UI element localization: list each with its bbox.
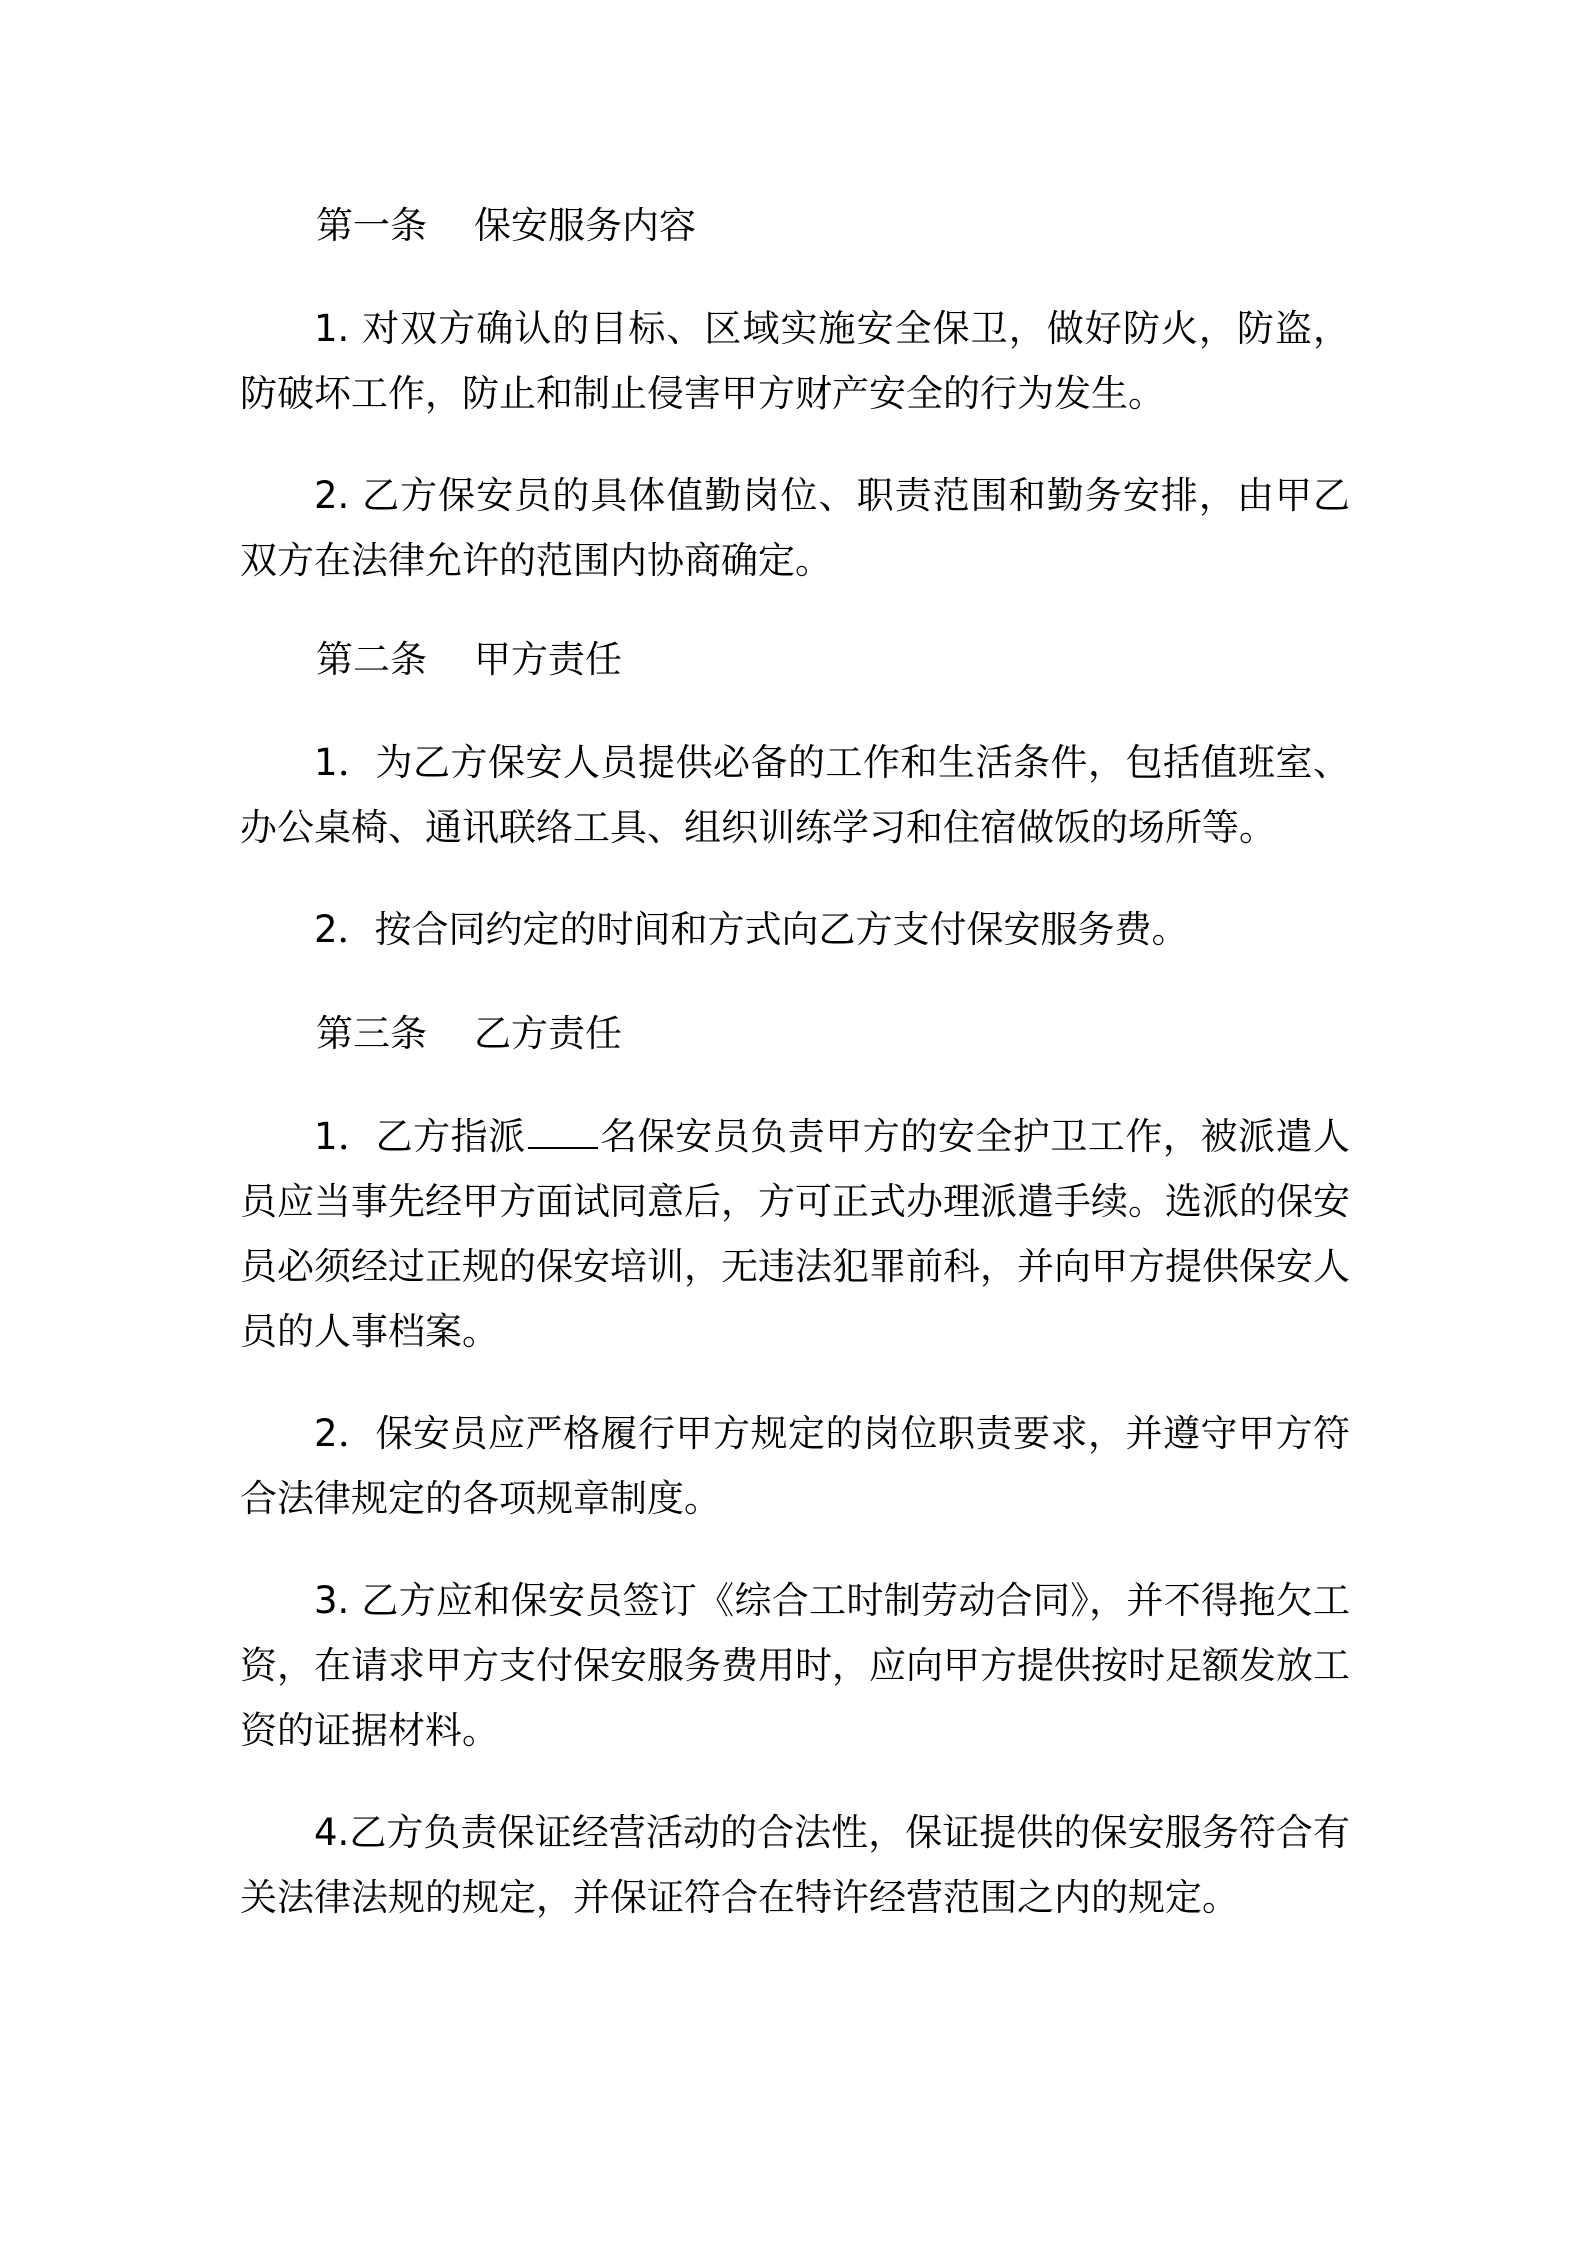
article-3-item-2: 2．保安员应严格履行甲方规定的岗位职责要求，并遵守甲方符合法律规定的各项规章制度。 (240, 1412, 1350, 1520)
article-3-item-3: 3. 乙方应和保安员签订《综合工时制劳动合同》，并不得拖欠工资，在请求甲方支付保安服务费用时，应向甲方提供按时足额发放工资的证据材料。 (240, 1579, 1350, 1752)
article-3-item-1-start: 1．乙方指派 (314, 1115, 526, 1158)
fill-in-blank (528, 1117, 598, 1149)
article-3-item-4: 4.乙方负责保证经营活动的合法性，保证提供的保安服务符合有关法律法规的规定，并保证符合在特许经营范围之内的规定。 (240, 1811, 1350, 1919)
article-3-item-1 (240, 1104, 1350, 1364)
article-1-heading: 第一条 保安服务内容 (316, 204, 697, 247)
article-2-heading: 第二条 甲方责任 (316, 638, 623, 681)
article-2-item-2: 2．按合同约定的时间和方式向乙方支付保安服务费。 (314, 908, 1189, 951)
article-1-item-2: 2. 乙方保安员的具体值勤岗位、职责范围和勤务安排，由甲乙双方在法律允许的范围内协商确定。 (240, 474, 1350, 582)
article-1-item-1: 1. 对双方确认的目标、区域实施安全保卫，做好防火，防盗，防破坏工作，防止和制止侵害甲方财产安全的行为发生。 (240, 307, 1350, 415)
article-3-heading: 第三条 乙方责任 (316, 1012, 623, 1055)
article-2-item-1: 1．为乙方保安人员提供必备的工作和生活条件，包括值班室、办公桌椅、通讯联络工具、组织训练学习和住宿做饭的场所等。 (240, 741, 1350, 849)
article-3-item-1-rest: 名保安员负责甲方的安全护卫工作，被派遣人员应当事先经甲方面试同意后，方可正式办理派遣手续。选派的保安员必须经过正规的保安培训，无违法犯罪前科，并向甲方提供保安人员的人事档案。 (240, 1115, 1351, 1353)
document-body (240, 196, 1350, 1967)
